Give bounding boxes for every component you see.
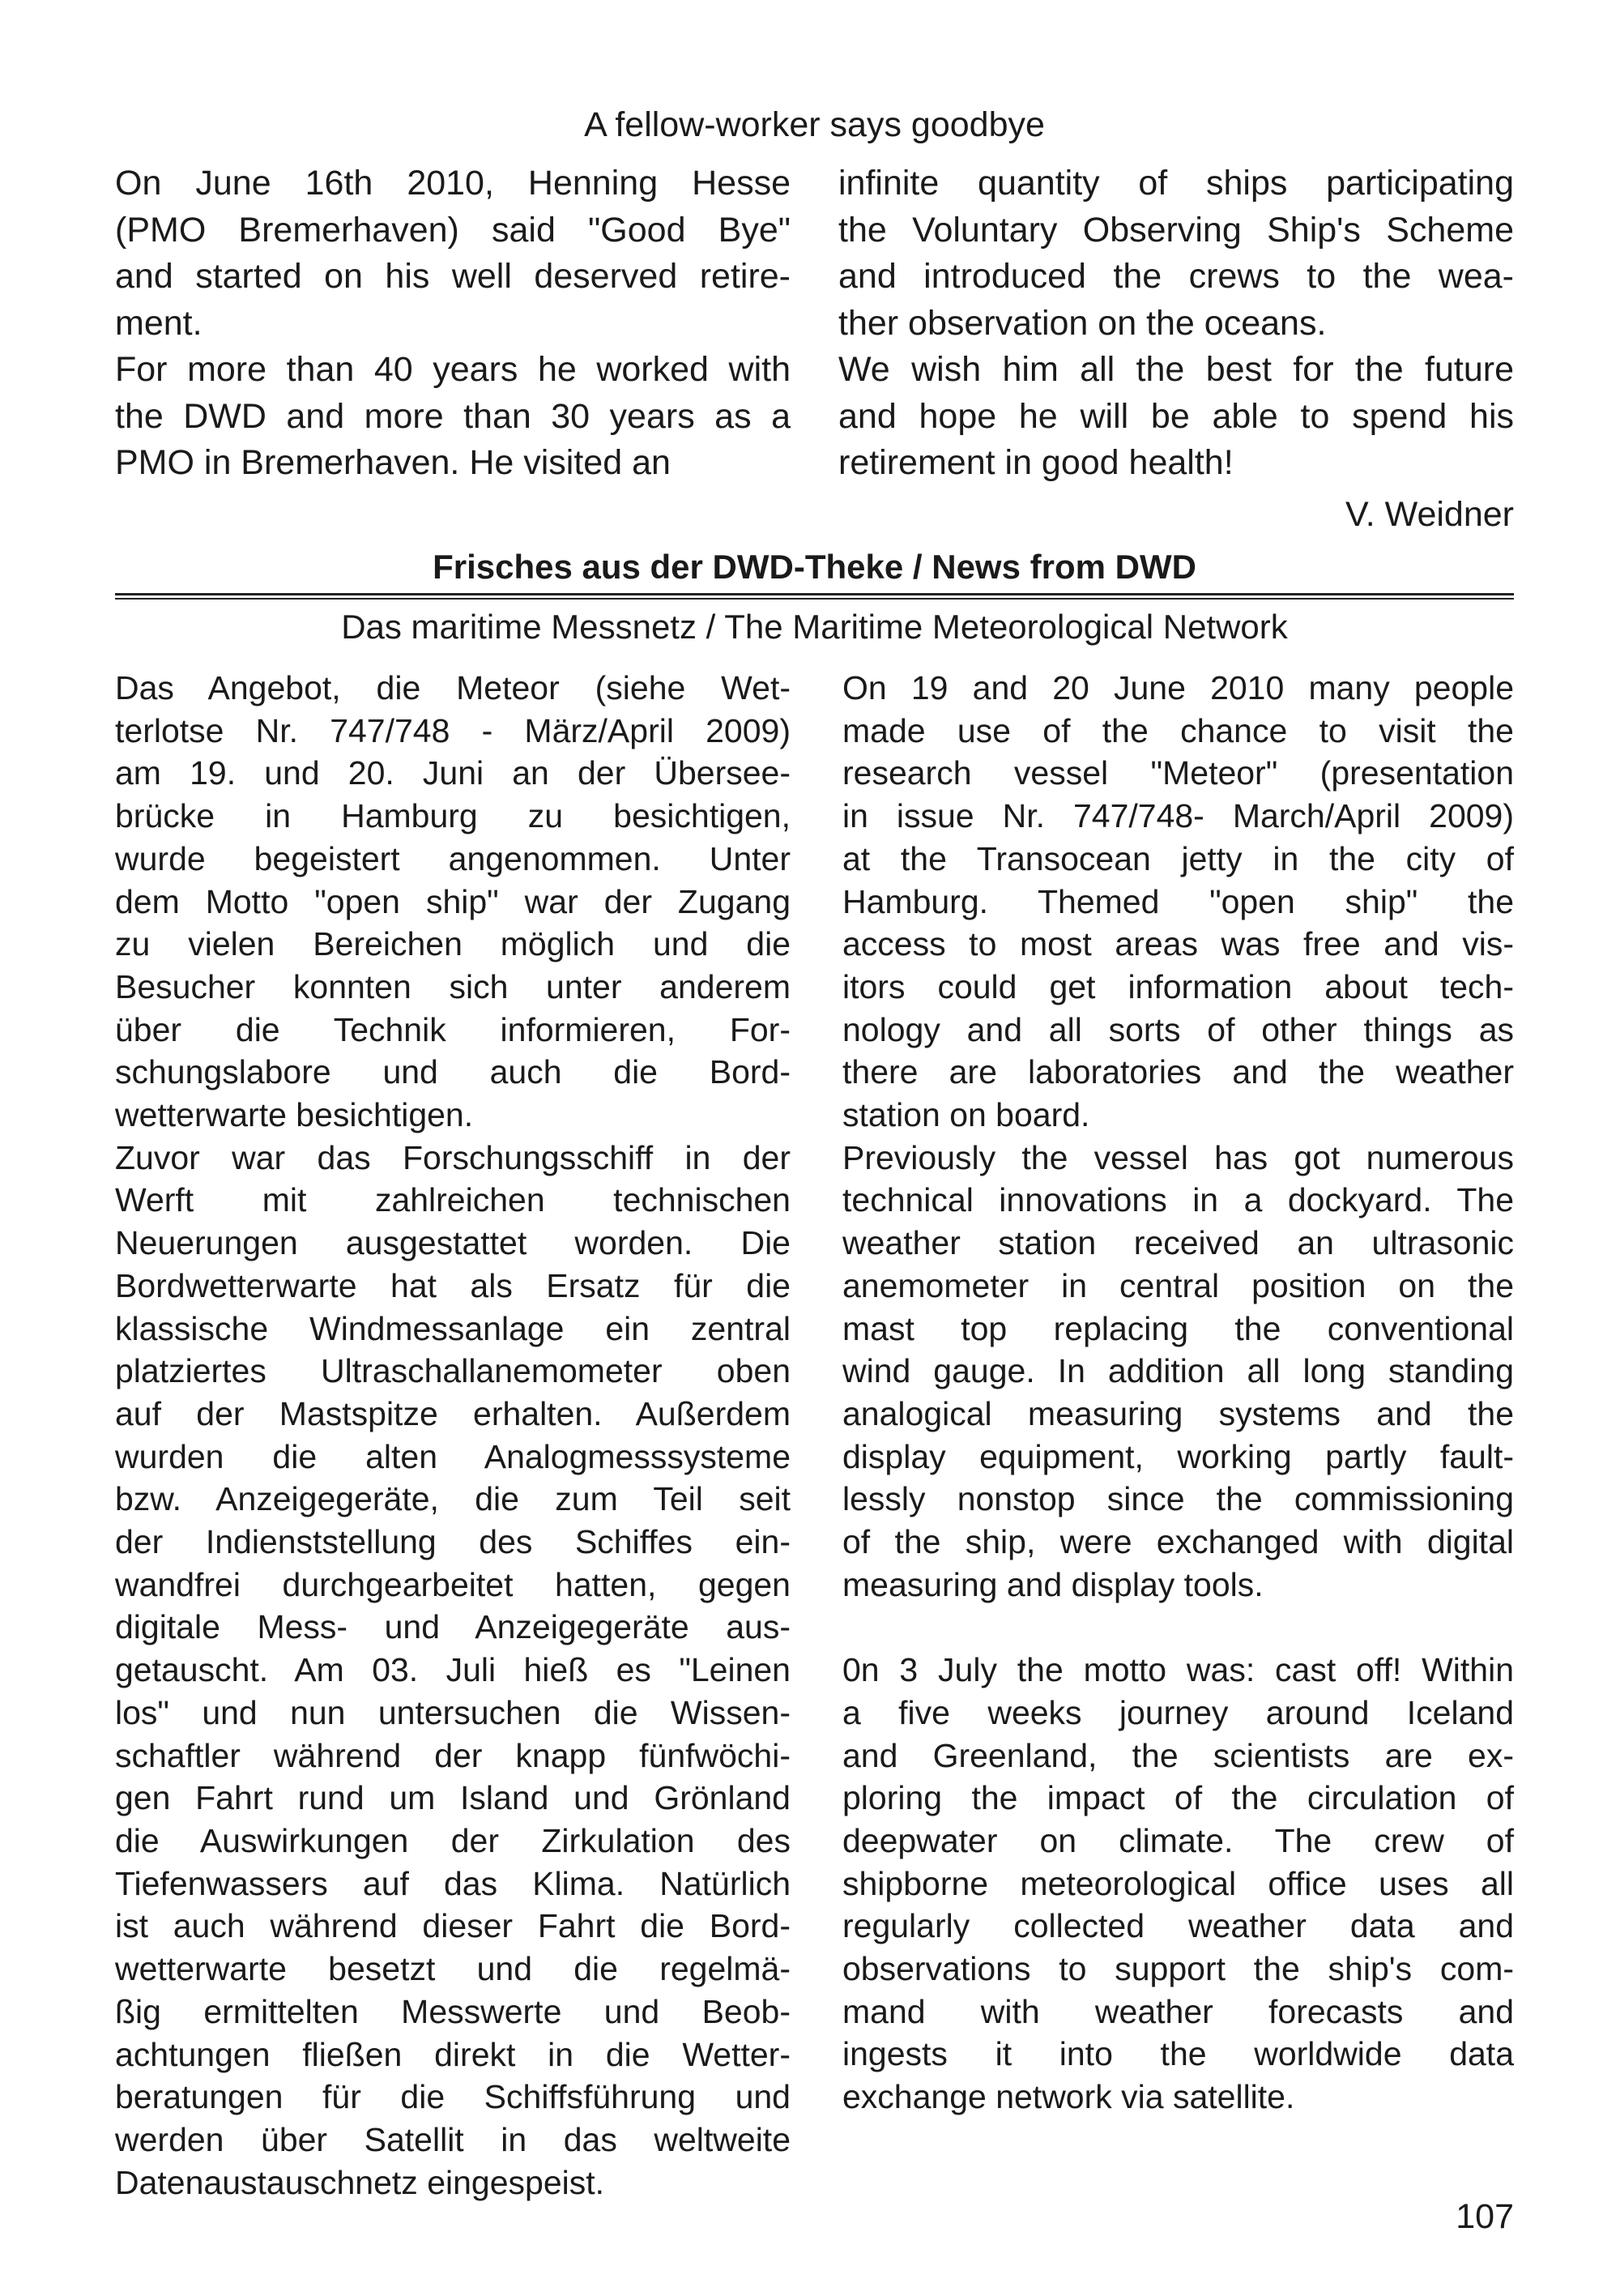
- text-line: retirement in good health!: [838, 443, 1234, 482]
- article1-left-column: [115, 160, 791, 487]
- text-line: nology and all sorts of other things as: [842, 1010, 1514, 1048]
- text-line: Das Angebot, die Meteor (siehe Wet-: [115, 669, 791, 706]
- text-line: ingests it into the worldwide data: [842, 2035, 1514, 2073]
- text-line: weather station received an ultrasonic: [842, 1224, 1514, 1262]
- text-line: and Greenland, the scientists are ex-: [842, 1736, 1514, 1774]
- section-heading: Frisches aus der DWD-Theke / News from DWD: [433, 548, 1196, 586]
- double-rule-divider: [115, 593, 1514, 600]
- paragraph: [115, 160, 791, 347]
- text-line: Previously the vessel has got numerous: [842, 1138, 1514, 1176]
- text-line: ment.: [115, 303, 202, 343]
- text-line: bzw. Anzeigegeräte, die zum Teil seit: [115, 1480, 791, 1518]
- page-number: 107: [1456, 2197, 1514, 2236]
- text-line: shipborne meteorological office uses all: [842, 1864, 1514, 1902]
- text-line: mast top replacing the conventional: [842, 1309, 1514, 1347]
- text-line: ploring the impact of the circulation of: [842, 1779, 1514, 1817]
- text-line: and started on his well deserved retire-: [115, 257, 791, 296]
- text-line: am 19. und 20. Juni an der Übersee-: [115, 754, 791, 792]
- text-line: Besucher konnten sich unter anderem: [115, 967, 791, 1005]
- text-line: zu vielen Bereichen möglich und die: [115, 925, 791, 963]
- text-line: Zuvor war das Forschungsschiff in der: [115, 1138, 791, 1176]
- paragraph-gap: [842, 1606, 1514, 1649]
- text-line: auf der Mastspitze erhalten. Außerdem: [115, 1394, 791, 1432]
- text-line: achtungen fließen direkt in die Wetter-: [115, 2035, 791, 2073]
- text-line: We wish him all the best for the future: [838, 350, 1514, 389]
- paragraph: [115, 667, 791, 1137]
- article2-right-column: [842, 667, 1514, 2119]
- text-line: 0n 3 July the motto was: cast off! Within: [842, 1651, 1514, 1689]
- text-line: regularly collected weather data and: [842, 1907, 1514, 1945]
- text-line: there are laboratories and the weather: [842, 1053, 1514, 1091]
- text-line: schungslabore und auch die Bord-: [115, 1053, 791, 1091]
- text-line: in issue Nr. 747/748- March/April 2009): [842, 797, 1514, 835]
- text-line: beratungen für die Schiffsführung und: [115, 2078, 791, 2116]
- text-line: wind gauge. In addition all long standing: [842, 1352, 1514, 1390]
- text-line: technical innovations in a dockyard. The: [842, 1181, 1514, 1219]
- text-line: über die Technik informieren, For-: [115, 1010, 791, 1048]
- text-line: made use of the chance to visit the: [842, 711, 1514, 749]
- text-line: brücke in Hamburg zu besichtigen,: [115, 797, 791, 835]
- text-line: wurden die alten Analogmesssysteme: [115, 1437, 791, 1475]
- text-line: mand with weather forecasts and: [842, 1992, 1514, 2030]
- author: V. Weidner: [1345, 495, 1514, 534]
- paragraph: [115, 1137, 791, 2204]
- paragraph: [842, 667, 1514, 1137]
- text-line: lessly nonstop since the commissioning: [842, 1480, 1514, 1518]
- text-line: dem Motto "open ship" war der Zugang: [115, 882, 791, 920]
- article1-right-column: [838, 160, 1514, 487]
- paragraph: [842, 1649, 1514, 2119]
- article-title: Das maritime Messnetz / The Maritime Meteorological Network: [341, 608, 1288, 646]
- text-line: exchange network via satellite.: [842, 2078, 1295, 2116]
- text-line: klassische Windmessanlage ein zentral: [115, 1309, 791, 1347]
- text-line: terlotse Nr. 747/748 - März/April 2009): [115, 711, 791, 749]
- text-line: die Auswirkungen der Zirkulation des: [115, 1821, 791, 1859]
- text-line: wetterwarte besetzt und die regelmä-: [115, 1950, 791, 1988]
- text-line: Bordwetterwarte hat als Ersatz für die: [115, 1266, 791, 1304]
- paragraph: [842, 1137, 1514, 1607]
- text-line: wandfrei durchgearbeitet hatten, gegen: [115, 1565, 791, 1603]
- text-line: Neuerungen ausgestattet worden. Die: [115, 1224, 791, 1262]
- text-line: On June 16th 2010, Henning Hesse: [115, 164, 791, 203]
- paragraph: [838, 160, 1514, 347]
- text-line: Tiefenwassers auf das Klima. Natürlich: [115, 1864, 791, 1902]
- text-line: itors could get information about tech-: [842, 967, 1514, 1005]
- text-line: access to most areas was free and vis-: [842, 925, 1514, 963]
- text-line: station on board.: [842, 1096, 1090, 1134]
- text-line: digitale Mess- und Anzeigegeräte aus-: [115, 1608, 791, 1646]
- text-line: infinite quantity of ships participating: [838, 164, 1514, 203]
- text-line: Werft mit zahlreichen technischen: [115, 1181, 791, 1219]
- text-line: werden über Satellit in das weltweite: [115, 2120, 791, 2158]
- text-line: display equipment, working partly fault-: [842, 1437, 1514, 1475]
- text-line: research vessel "Meteor" (presentation: [842, 754, 1514, 792]
- text-line: wurde begeistert angenommen. Unter: [115, 839, 791, 877]
- text-line: the Voluntary Observing Ship's Scheme: [838, 210, 1514, 250]
- text-line: observations to support the ship's com-: [842, 1950, 1514, 1988]
- text-line: ther observation on the oceans.: [838, 303, 1327, 343]
- text-line: of the ship, were exchanged with digital: [842, 1523, 1514, 1561]
- article2-left-column: [115, 667, 791, 2204]
- text-line: gen Fahrt rund um Island und Grönland: [115, 1779, 791, 1817]
- text-line: ßig ermittelten Messwerte und Beob-: [115, 1992, 791, 2030]
- text-line: los" und nun untersuchen die Wissen-: [115, 1693, 791, 1731]
- text-line: Datenaustauschnetz eingespeist.: [115, 2163, 605, 2201]
- text-line: schaftler während der knapp fünfwöchi-: [115, 1736, 791, 1774]
- paragraph: [115, 347, 791, 487]
- text-line: and hope he will be able to spend his: [838, 396, 1514, 436]
- text-line: platziertes Ultraschallanemometer oben: [115, 1352, 791, 1390]
- text-line: and introduced the crews to the wea-: [838, 257, 1514, 296]
- text-line: der Indienststellung des Schiffes ein-: [115, 1523, 791, 1561]
- text-line: (PMO Bremerhaven) said "Good Bye": [115, 210, 791, 250]
- text-line: analogical measuring systems and the: [842, 1394, 1514, 1432]
- text-line: a five weeks journey around Iceland: [842, 1693, 1514, 1731]
- text-line: the DWD and more than 30 years as a: [115, 396, 791, 436]
- text-line: ist auch während dieser Fahrt die Bord-: [115, 1907, 791, 1945]
- text-line: deepwater on climate. The crew of: [842, 1821, 1514, 1859]
- paragraph: [838, 347, 1514, 487]
- text-line: getauscht. Am 03. Juli hieß es "Leinen: [115, 1651, 791, 1689]
- text-line: PMO in Bremerhaven. He visited an: [115, 443, 671, 482]
- article-title: A fellow-worker says goodbye: [584, 105, 1045, 144]
- text-line: Hamburg. Themed "open ship" the: [842, 882, 1514, 920]
- text-line: For more than 40 years he worked with: [115, 350, 791, 389]
- text-line: measuring and display tools.: [842, 1565, 1264, 1603]
- text-line: at the Transocean jetty in the city of: [842, 839, 1514, 877]
- text-line: anemometer in central position on the: [842, 1266, 1514, 1304]
- text-line: wetterwarte besichtigen.: [115, 1096, 474, 1134]
- text-line: On 19 and 20 June 2010 many people: [842, 669, 1514, 706]
